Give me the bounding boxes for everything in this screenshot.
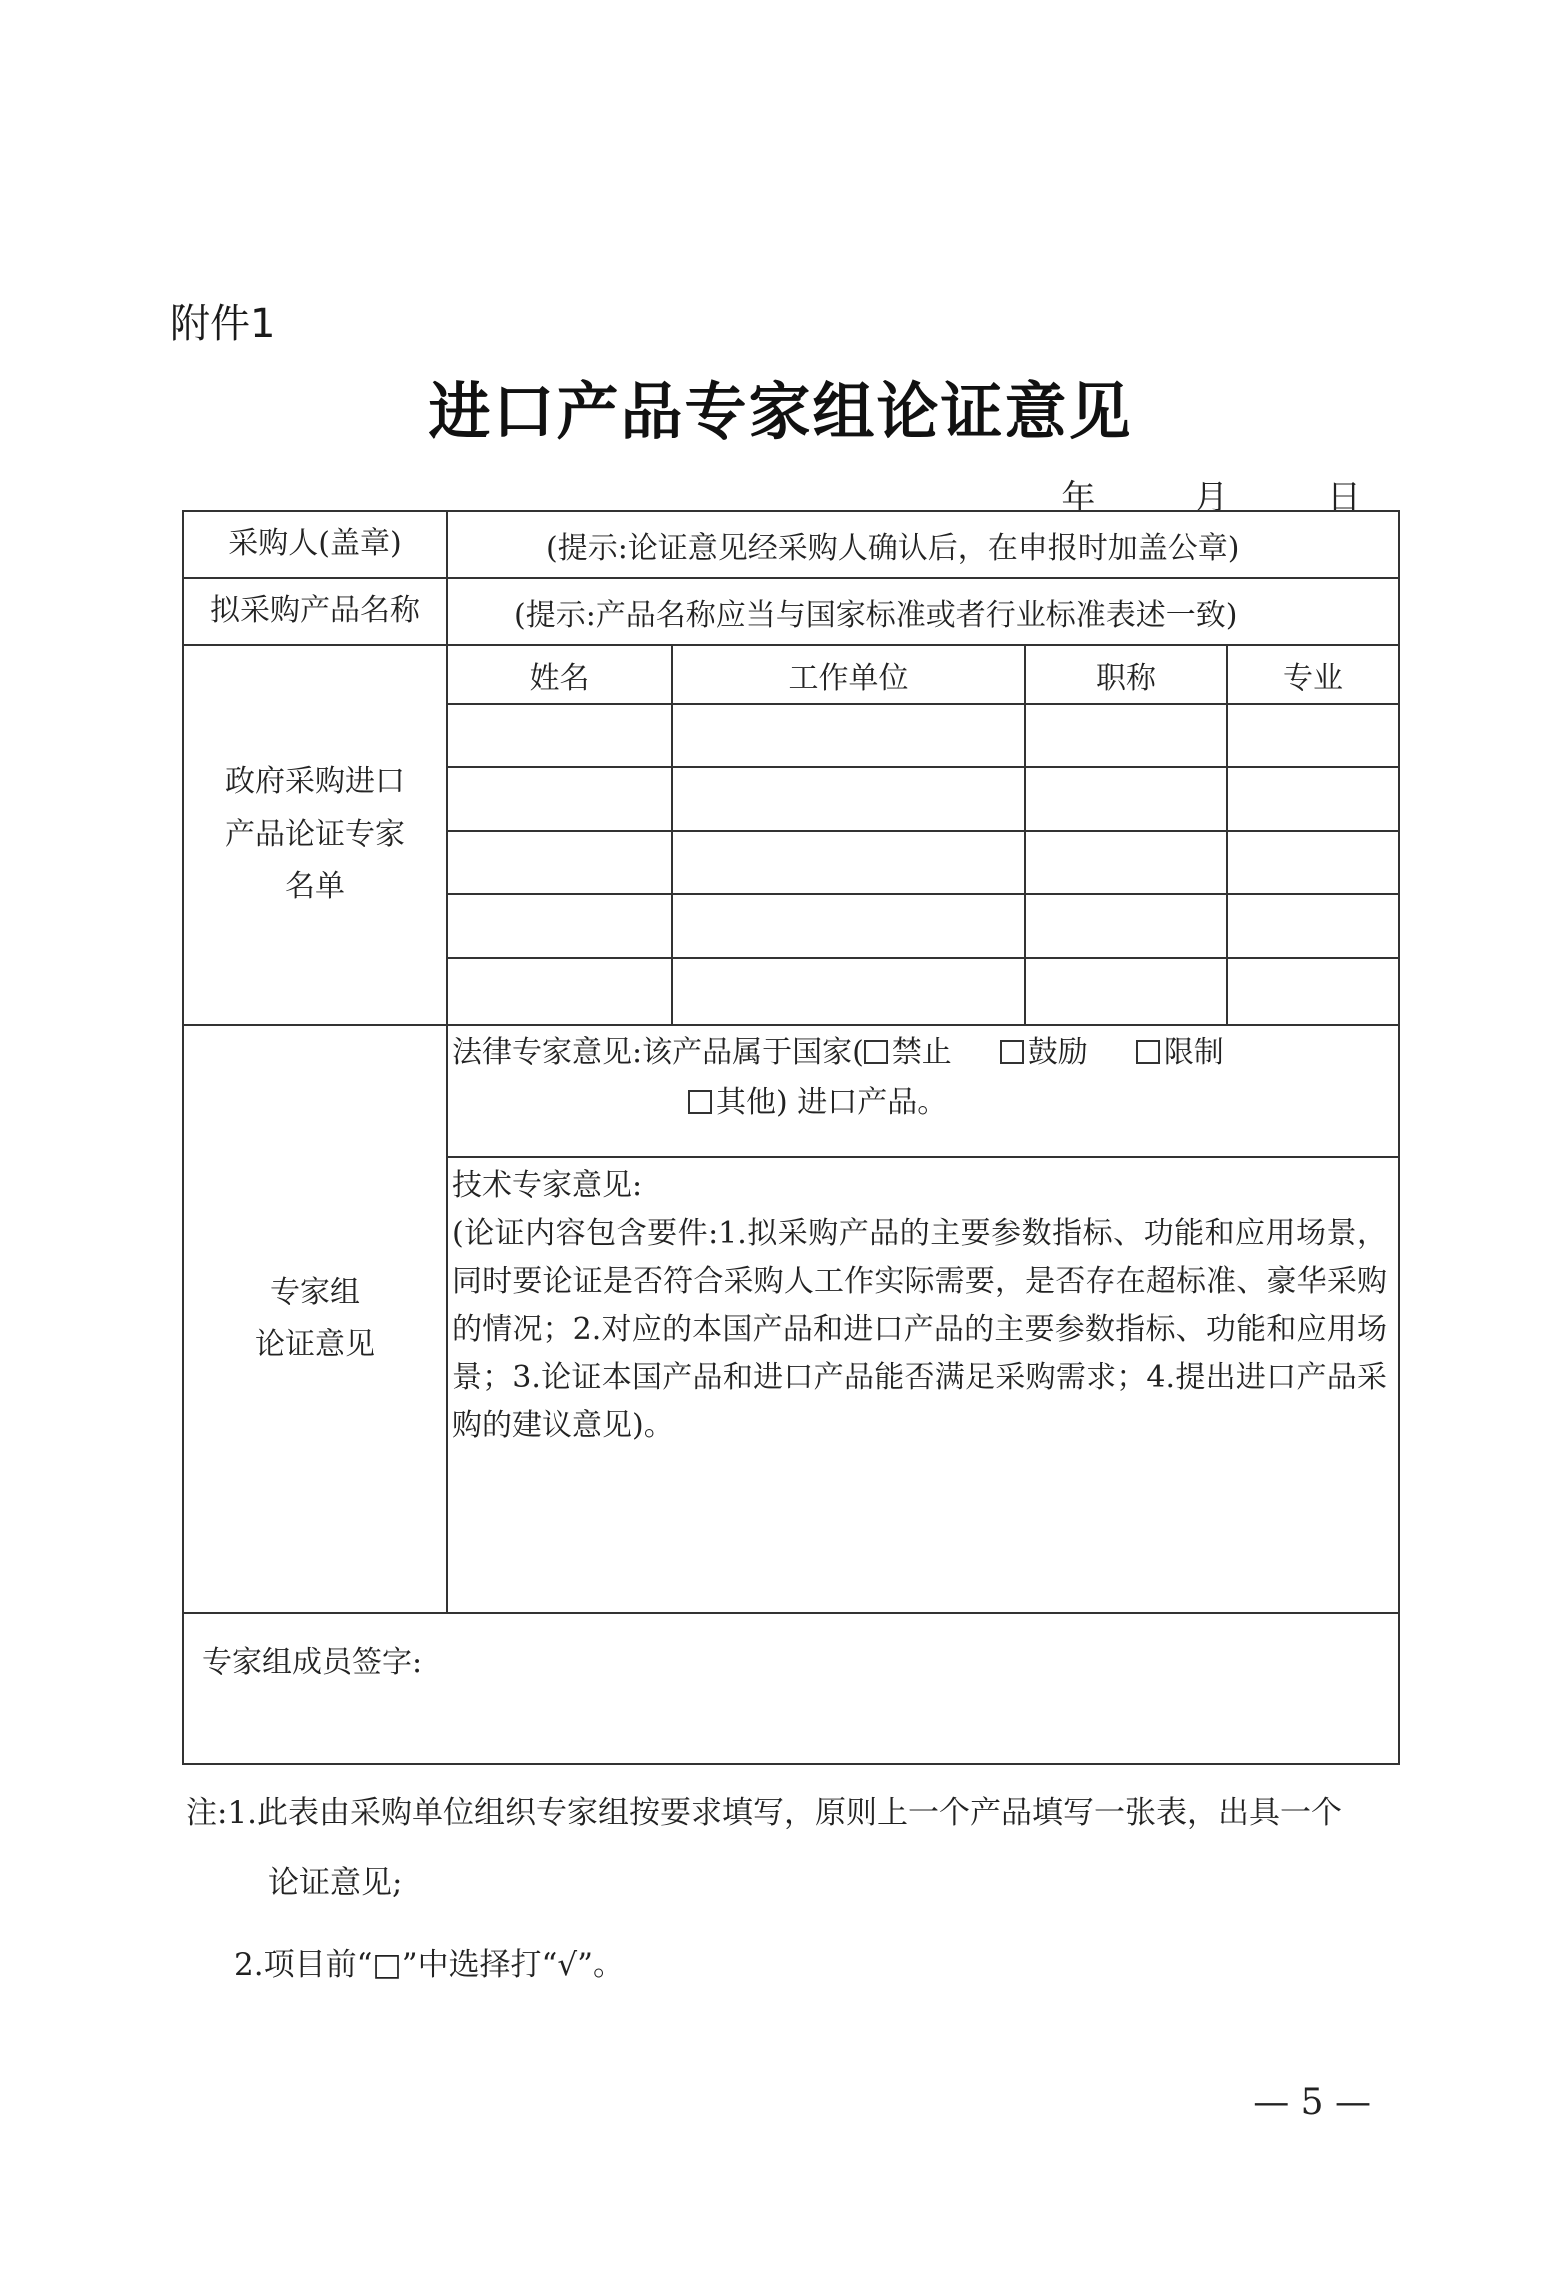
expert-opinion-form: [182, 510, 1400, 1765]
note-line-2: 论证意见;: [268, 1865, 403, 1901]
product-name-label: 拟采购产品名称: [210, 593, 420, 629]
legal-opinion-suffix: ) 进口产品。: [776, 1085, 948, 1120]
checkbox-other[interactable]: [688, 1090, 712, 1114]
group-opinion-label-line: 专家组: [270, 1274, 360, 1310]
checkbox-restricted[interactable]: [1136, 1040, 1160, 1064]
group-opinion-label: [184, 1026, 446, 1612]
column-header-specialty: 专业: [1283, 660, 1343, 696]
opinion-divider: [446, 1156, 1398, 1158]
purchaser-hint: (提示:论证意见经采购人确认后，在申报时加盖公章): [546, 530, 1240, 566]
signature-label: 专家组成员签字:: [202, 1645, 423, 1680]
expert-list-label-line: 政府采购进口: [225, 764, 405, 800]
signature-area[interactable]: [484, 1614, 1394, 1759]
column-header-name: 姓名: [529, 660, 590, 696]
column-header-title: 职称: [1096, 660, 1156, 696]
date-year: 年: [1061, 478, 1096, 518]
checkbox-prohibited[interactable]: [864, 1040, 888, 1064]
date-month: 月: [1194, 478, 1229, 518]
legal-opinion-prefix: 法律专家意见:该产品属于国家(: [452, 1035, 864, 1070]
column-header-organization: 工作单位: [788, 660, 909, 696]
option-restricted: 限制: [1163, 1035, 1224, 1070]
note-line-1: 注:1.此表由采购单位组织专家组按要求填写，原则上一个产品填写一张表，出具一个: [186, 1795, 1343, 1831]
option-other: 其他: [716, 1085, 776, 1120]
product-name-field[interactable]: [474, 579, 1394, 644]
purchaser-field[interactable]: [494, 512, 1394, 577]
attachment-label: 附件1: [170, 301, 276, 347]
purchaser-label: 采购人(盖章): [228, 526, 402, 562]
expert-list-label: [184, 646, 446, 1024]
technical-opinion[interactable]: [452, 1162, 1387, 1450]
technical-opinion-title: 技术专家意见:: [452, 1168, 643, 1203]
date-day: 日: [1327, 478, 1361, 518]
technical-opinion-text: (论证内容包含要件:1.拟采购产品的主要参数指标、功能和应用场景，同时要论证是否符合采购人工作实际需要，是否存在超标准、豪华采购的情况；2.对应的本国产品和进口产品的主要参数指标、功能和应用场景；3.论证本国产品和进口产品能否满足采购需求；4.提出进口产品采购的建议意见)。: [452, 1216, 1387, 1443]
expert-list-grid[interactable]: [448, 705, 1398, 1022]
expert-list-label-line: 产品论证专家: [225, 816, 405, 852]
option-prohibited: 禁止: [891, 1035, 952, 1070]
legal-opinion: [452, 1028, 1392, 1128]
expert-list-label-line: 名单: [285, 869, 345, 905]
page-number: — 5 —: [1253, 2082, 1371, 2123]
group-opinion-label-line: 论证意见: [255, 1327, 375, 1362]
checkbox-encouraged[interactable]: [1000, 1040, 1024, 1064]
note-line-3: 2.项目前“□”中选择打“√”。: [234, 1947, 625, 1983]
product-name-hint: (提示:产品名称应当与国家标准或者行业标准表述一致): [514, 597, 1238, 633]
notes: [186, 1790, 1396, 1988]
page-title: 进口产品专家组论证意见: [428, 375, 1133, 448]
option-encouraged: 鼓励: [1027, 1035, 1088, 1070]
